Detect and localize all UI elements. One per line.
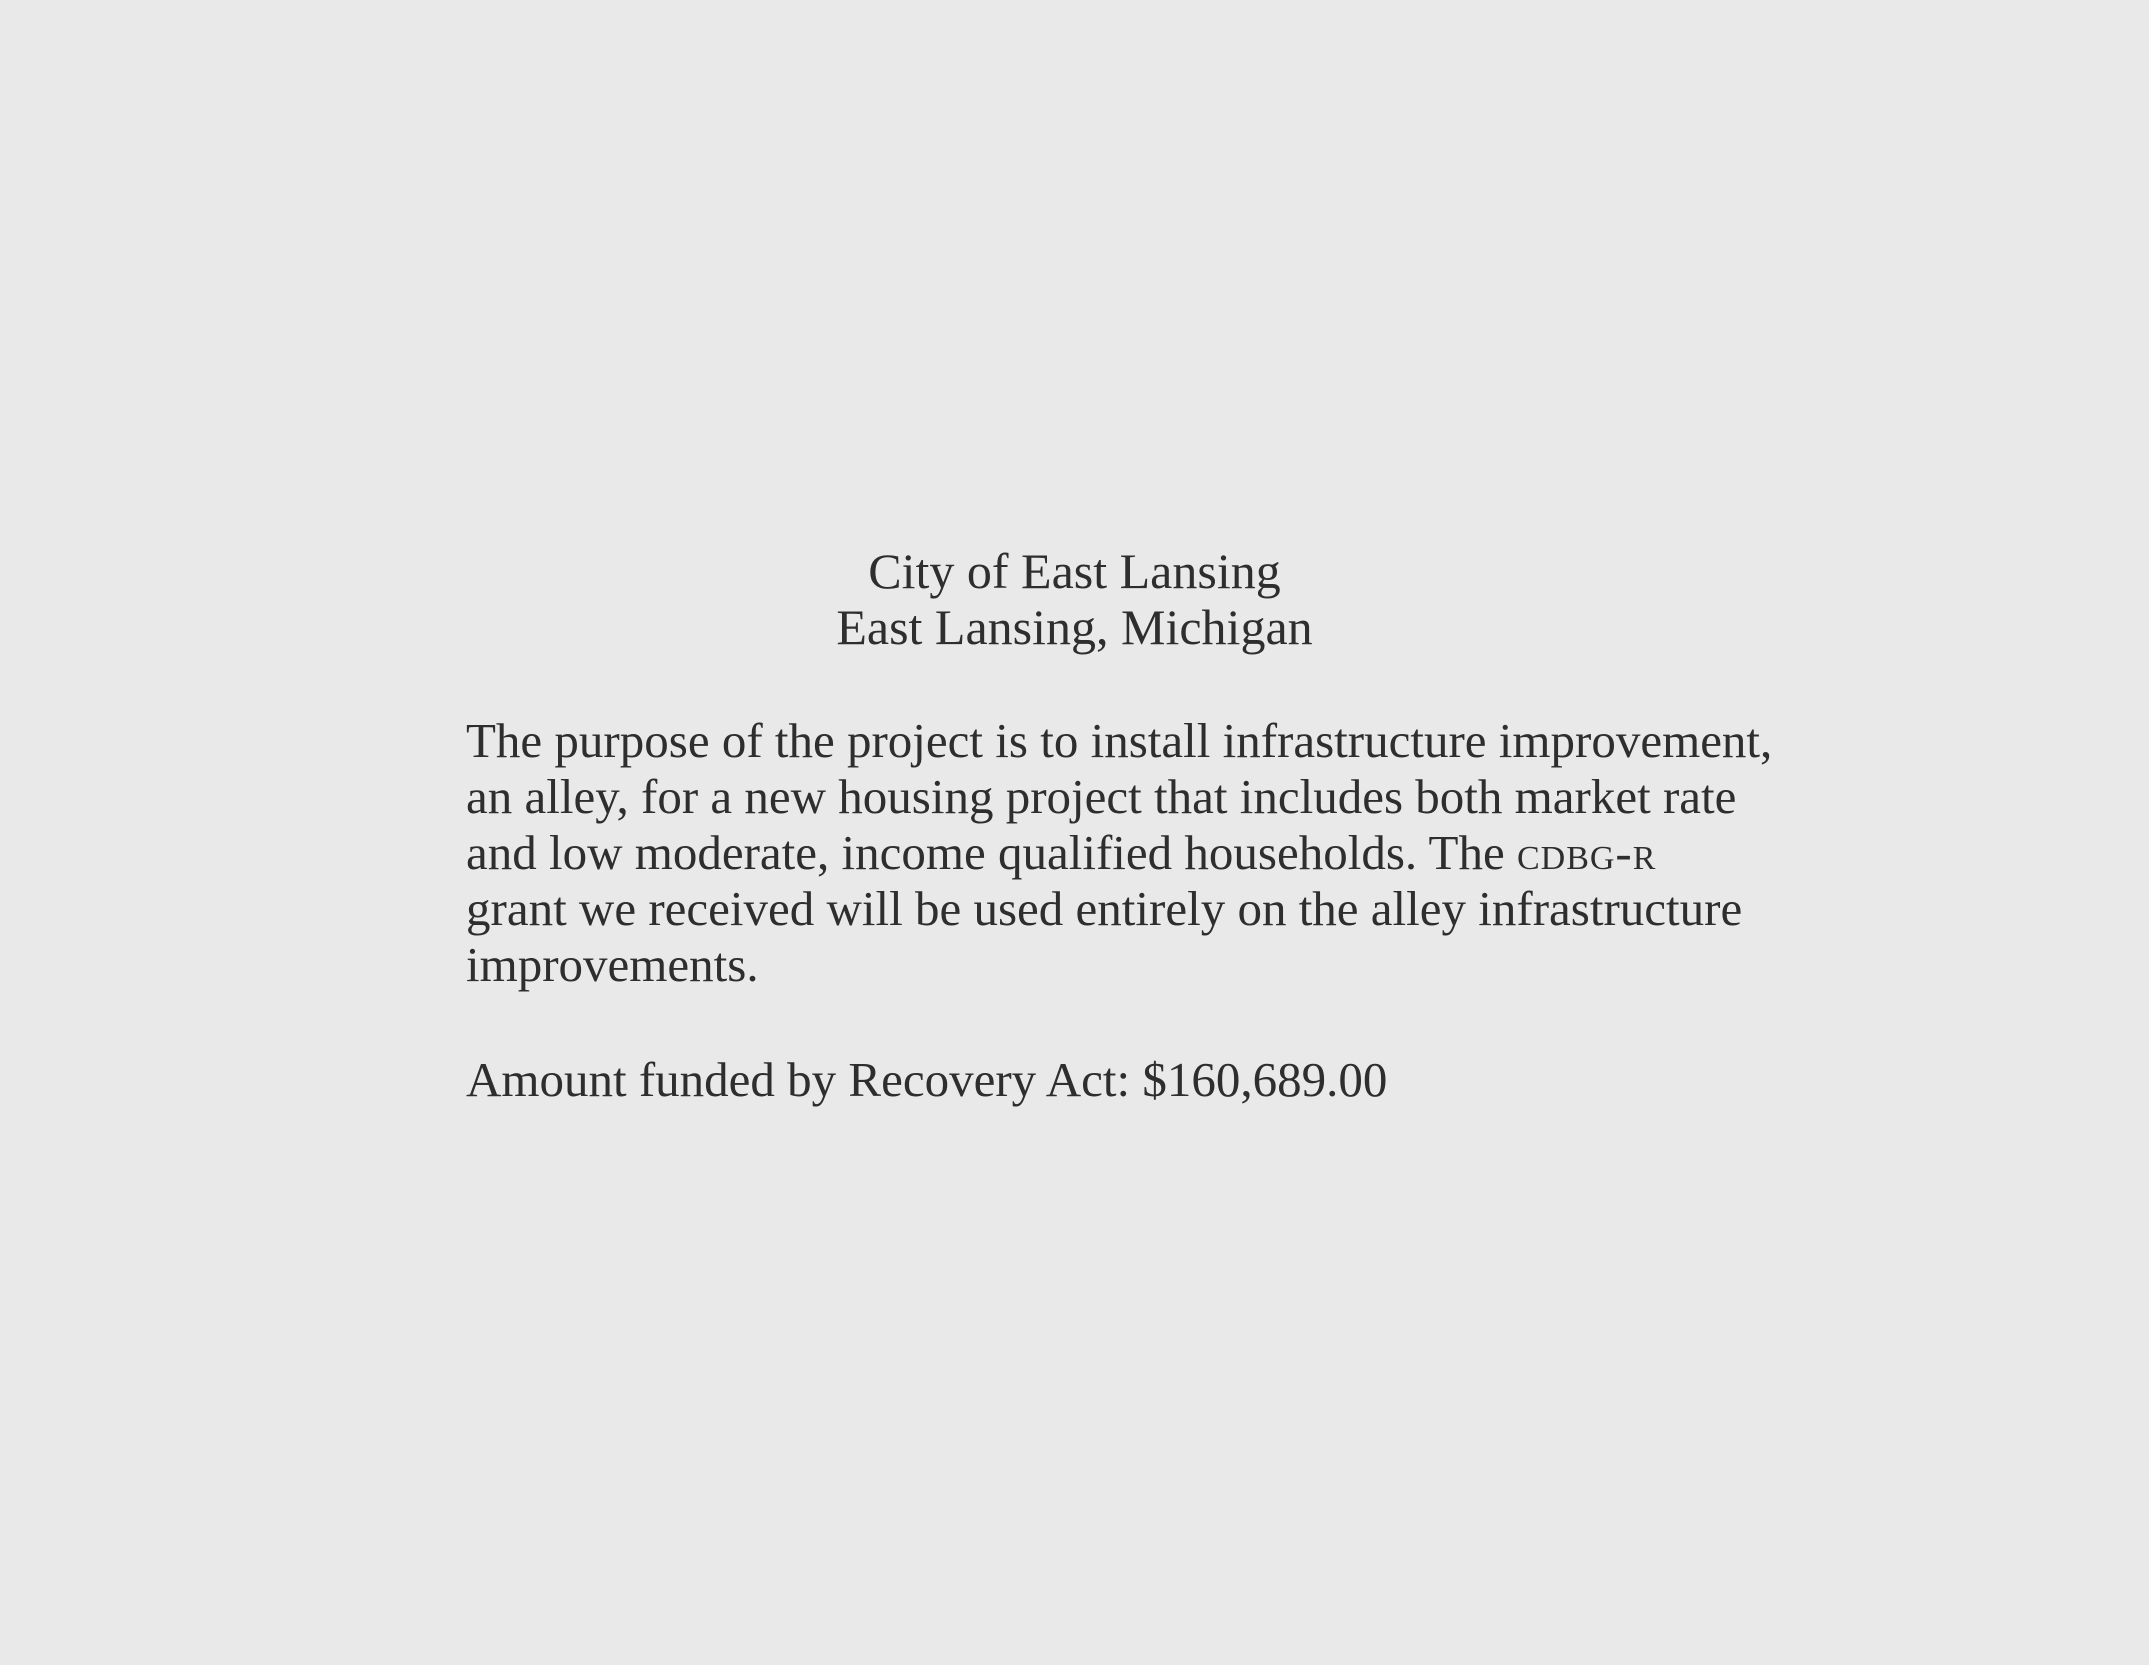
funding-label: Amount funded by Recovery Act: [466, 1052, 1131, 1107]
description-line: grant we received will be used entirely on the alley infrastructure [466, 881, 1743, 936]
description-line [466, 825, 1706, 881]
funding-amount-line [466, 1052, 1387, 1108]
description-line: an alley, for a new housing project that includes both market rate [466, 769, 1737, 824]
document-header [0, 543, 2149, 655]
description-line: The purpose of the project is to install infrastructure improvement, [466, 713, 1773, 768]
project-description [466, 713, 1773, 993]
organization-name: City of East Lansing [868, 543, 1281, 599]
funding-value: $160,689.00 [1142, 1052, 1388, 1107]
description-line: improvements. [466, 937, 759, 992]
organization-location: East Lansing, Michigan [836, 599, 1313, 655]
grant-abbreviation: cdbg-r [1516, 825, 1657, 880]
description-text: and low moderate, income qualified households. The [466, 825, 1517, 880]
